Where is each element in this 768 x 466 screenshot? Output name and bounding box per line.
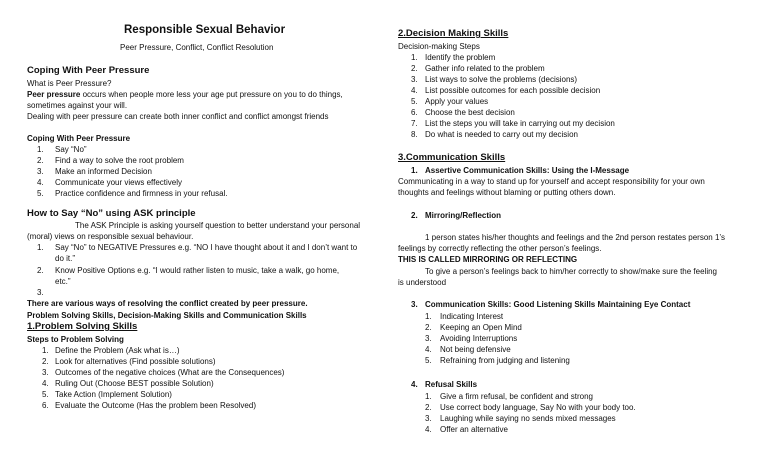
assertive-paragraph-line2: thoughts and feelings without blaming or putting others down.	[398, 188, 616, 197]
mirroring-paragraph-line2: feelings by correctly reflecting the other person’s feelings.	[398, 244, 602, 253]
list-number: 5.	[37, 189, 44, 198]
list-item-text: Take Action (Implement Solution)	[55, 390, 172, 399]
list-item	[37, 167, 44, 176]
list-item	[37, 189, 44, 198]
list-number: 5.	[42, 390, 49, 399]
mirroring-heading: Mirroring/Reflection	[425, 211, 502, 220]
mirroring-paragraph-line1: 1 person states his/her thoughts and feelings and the 2nd person restates person 1’s	[425, 233, 726, 242]
list-number: 2.	[411, 64, 418, 73]
list-number: 4.	[411, 86, 418, 95]
list-item-text: Make an informed Decision	[55, 167, 152, 176]
mirroring-paragraph-line4: is understood	[398, 278, 447, 287]
list-number: 4.	[42, 379, 49, 388]
list-item-text: Evaluate the Outcome (Has the problem been Resolved)	[55, 401, 256, 410]
list-number: 4.	[37, 178, 44, 187]
list-item-text: List possible outcomes for each possible decision	[425, 86, 601, 95]
list-item-text: Communicate your views effectively	[55, 178, 183, 187]
list-number: 1.	[411, 166, 418, 175]
list-number: 2.	[37, 156, 44, 165]
list-item-text: Gather info related to the problem	[425, 64, 545, 73]
list-number: 8.	[411, 130, 418, 139]
communication-heading: 3.Communication Skills	[398, 152, 506, 163]
problem-solving-heading: 1.Problem Solving Skills	[27, 321, 138, 332]
list-number: 1.	[37, 145, 44, 154]
list-item-text: Refraining from judging and listening	[440, 356, 570, 365]
peer-pressure-definition-line2: sometimes against your will.	[27, 101, 128, 110]
list-item-text: Indicating Interest	[440, 312, 504, 321]
coping-subheading: Coping With Peer Pressure	[27, 134, 131, 143]
list-number: 3.	[411, 300, 418, 309]
list-number: 3.	[425, 334, 432, 343]
listening-heading: Communication Skills: Good Listening Skills Maintaining Eye Contact	[425, 300, 691, 309]
problem-solving-steps-label: Steps to Problem Solving	[27, 335, 124, 344]
ask-item-2: Know Positive Options e.g. “I would rather listen to music, take a walk, go home,	[55, 266, 340, 275]
list-number: 3.	[425, 414, 432, 423]
page-title: Responsible Sexual Behavior	[124, 24, 286, 36]
list-number: 3.	[42, 368, 49, 377]
list-item-text: List the steps you will take in carrying out my decision	[425, 119, 615, 128]
list-item-text: Choose the best decision	[425, 108, 515, 117]
list-number: 1.	[425, 312, 432, 321]
list-item-text: Look for alternatives (Find possible solutions)	[55, 357, 216, 366]
list-number: 1.	[37, 243, 44, 252]
ask-heading: How to Say “No” using ASK principle	[27, 208, 196, 219]
list-item-text: Ruling Out (Choose BEST possible Solution)	[55, 379, 214, 388]
list-number: 6.	[42, 401, 49, 410]
decision-making-steps-label: Decision-making Steps	[398, 42, 480, 51]
list-number: 2.	[42, 357, 49, 366]
list-number: 2.	[411, 211, 418, 220]
page-subtitle: Peer Pressure, Conflict, Conflict Resolution	[120, 43, 274, 52]
list-item-text: Not being defensive	[440, 345, 511, 354]
list-item-text: Offer an alternative	[440, 425, 508, 434]
list-number: 6.	[411, 108, 418, 117]
resolve-line1: There are various ways of resolving the conflict created by peer pressure.	[27, 299, 308, 308]
list-item-text: Avoiding Interruptions	[440, 334, 518, 343]
ask-item-3: 3.	[37, 288, 44, 297]
list-number: 4.	[425, 425, 432, 434]
refusal-heading: Refusal Skills	[425, 380, 478, 389]
list-item-text: List ways to solve the problems (decisions)	[425, 75, 578, 84]
list-number: 5.	[411, 97, 418, 106]
list-item	[37, 178, 44, 187]
list-item-text: Give a firm refusal, be confident and strong	[440, 392, 593, 401]
decision-making-heading: 2.Decision Making Skills	[398, 28, 509, 39]
list-item-text: Identify the problem	[425, 53, 496, 62]
list-item-text: Do what is needed to carry out my decision	[425, 130, 578, 139]
mirroring-bold-line: THIS IS CALLED MIRRORING OR REFLECTING	[398, 255, 578, 264]
ask-paragraph-line1: The ASK Principle is asking yourself question to better understand your personal	[75, 221, 361, 230]
ask-item-1: Say “No” to NEGATIVE Pressures e.g. “NO I have thought about it and I don’t want to	[55, 243, 358, 252]
list-number: 1.	[42, 346, 49, 355]
peer-pressure-term: Peer pressure	[27, 90, 81, 99]
ask-item-2-cont: etc.”	[55, 277, 71, 286]
peer-pressure-definition	[27, 90, 343, 99]
list-number: 4.	[411, 380, 418, 389]
assertive-heading: Assertive Communication Skills: Using the I-Message	[425, 166, 630, 175]
list-item	[37, 156, 44, 165]
list-item-text: Define the Problem (Ask what is…)	[55, 346, 180, 355]
list-number: 3.	[411, 75, 418, 84]
coping-heading: Coping With Peer Pressure	[27, 65, 150, 76]
list-number: 4.	[425, 345, 432, 354]
list-item-text: Practice confidence and firmness in your refusal.	[55, 189, 228, 198]
list-number: 1.	[411, 53, 418, 62]
list-item-text: Use correct body language, Say No with your body too.	[440, 403, 636, 412]
list-number: 2.	[37, 266, 44, 275]
list-number: 7.	[411, 119, 418, 128]
peer-pressure-definition-text: occurs when people more less your age put pressure on you to do things,	[80, 90, 343, 99]
list-number: 3.	[37, 167, 44, 176]
resolve-line2: Problem Solving Skills, Decision-Making Skills and Communication Skills	[27, 311, 307, 320]
list-item-text: Laughing while saying no sends mixed messages	[440, 414, 616, 423]
mirroring-paragraph-line3: To give a person’s feelings back to him/her correctly to show/make sure the feeling	[425, 267, 717, 276]
list-number: 1.	[425, 392, 432, 401]
list-item-text: Find a way to solve the root problem	[55, 156, 184, 165]
list-number: 5.	[425, 356, 432, 365]
list-item	[37, 145, 44, 154]
dealing-text: Dealing with peer pressure can create both inner conflict and conflict amongst friends	[27, 112, 329, 121]
what-is-question: What is Peer Pressure?	[27, 79, 112, 88]
list-number: 2.	[425, 403, 432, 412]
assertive-paragraph-line1: Communicating in a way to stand up for yourself and accept responsibility for your own	[398, 177, 705, 186]
list-item-text: Keeping an Open Mind	[440, 323, 522, 332]
ask-paragraph-line2: (moral) views on responsible sexual behaviour.	[27, 232, 194, 241]
list-item-text: Outcomes of the negative choices (What are the Consequences)	[55, 368, 285, 377]
list-number: 2.	[425, 323, 432, 332]
list-item-text: Say “No”	[55, 145, 87, 154]
list-item-text: Apply your values	[425, 97, 489, 106]
ask-item-1-cont: do it.”	[55, 254, 76, 263]
